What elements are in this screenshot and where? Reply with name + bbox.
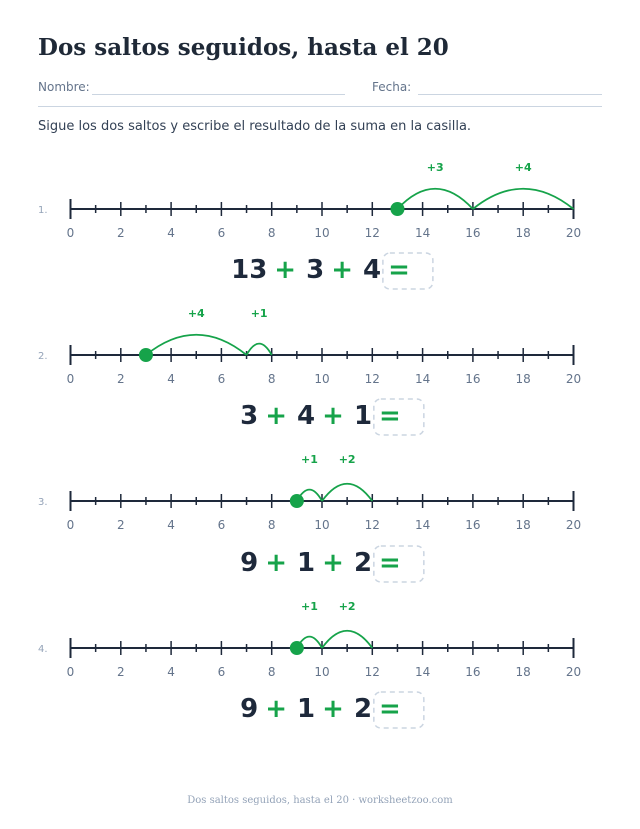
tick-label: 2 bbox=[116, 518, 125, 532]
tick-label: 16 bbox=[465, 226, 481, 240]
tick-label: 12 bbox=[364, 665, 380, 679]
tick-label: 0 bbox=[66, 372, 75, 386]
addend: 3 bbox=[240, 401, 259, 431]
tick-label: 20 bbox=[565, 372, 582, 386]
equation bbox=[240, 548, 401, 578]
exercise-number: 1. bbox=[38, 205, 48, 216]
exercise-3 bbox=[38, 453, 581, 582]
addend: 13 bbox=[231, 255, 268, 285]
jump-label: +1 bbox=[300, 453, 318, 466]
equals-sign: = bbox=[379, 548, 401, 578]
tick-label: 4 bbox=[167, 372, 175, 386]
jump-label: +1 bbox=[300, 600, 318, 613]
tick-label: 8 bbox=[267, 518, 276, 532]
addend: 2 bbox=[353, 694, 373, 724]
tick-label: 18 bbox=[515, 372, 531, 386]
plus-sign: + bbox=[274, 255, 297, 285]
tick-label: 10 bbox=[314, 665, 330, 679]
start-point bbox=[290, 641, 304, 655]
tick-label: 4 bbox=[167, 665, 175, 679]
tick-label: 6 bbox=[217, 372, 226, 386]
start-point bbox=[139, 348, 153, 362]
jump-arc bbox=[397, 189, 472, 209]
addend: 4 bbox=[297, 401, 316, 431]
tick-label: 14 bbox=[414, 226, 431, 240]
addend: 3 bbox=[306, 255, 325, 285]
tick-label: 8 bbox=[267, 665, 276, 679]
jump-label: +4 bbox=[514, 161, 532, 174]
tick-label: 2 bbox=[116, 226, 125, 240]
equation bbox=[240, 401, 401, 431]
jump-label: +3 bbox=[426, 161, 444, 174]
equals-sign: = bbox=[379, 694, 401, 724]
name-label: Nombre: bbox=[38, 80, 90, 94]
tick-label: 14 bbox=[414, 665, 431, 679]
tick-label: 12 bbox=[364, 518, 380, 532]
tick-label: 14 bbox=[414, 372, 431, 386]
exercise-4 bbox=[38, 600, 581, 728]
exercise-1 bbox=[38, 161, 581, 289]
addend: 9 bbox=[240, 548, 259, 578]
exercise-number: 2. bbox=[38, 351, 48, 362]
tick-label: 8 bbox=[267, 226, 276, 240]
tick-label: 18 bbox=[515, 518, 531, 532]
equation bbox=[240, 694, 401, 724]
footer: Dos saltos seguidos, hasta el 20 · worksheetzoo.com bbox=[187, 795, 453, 806]
plus-sign: + bbox=[265, 548, 288, 578]
addend: 1 bbox=[297, 548, 316, 578]
plus-sign: + bbox=[265, 401, 288, 431]
tick-label: 10 bbox=[314, 226, 330, 240]
tick-label: 0 bbox=[66, 518, 75, 532]
instructions: Sigue los dos saltos y escribe el resultado de la suma en la casilla. bbox=[38, 119, 472, 134]
exercise-number: 3. bbox=[38, 497, 48, 508]
plus-sign: + bbox=[322, 548, 344, 578]
exercise-number: 4. bbox=[38, 644, 48, 655]
jump-label: +2 bbox=[338, 453, 356, 466]
tick-label: 0 bbox=[66, 226, 75, 240]
tick-label: 6 bbox=[217, 226, 226, 240]
tick-label: 4 bbox=[167, 226, 175, 240]
tick-label: 12 bbox=[364, 372, 380, 386]
addend: 9 bbox=[240, 694, 259, 724]
tick-label: 20 bbox=[565, 226, 582, 240]
tick-label: 16 bbox=[465, 665, 481, 679]
tick-label: 2 bbox=[116, 665, 125, 679]
jump-label: +4 bbox=[187, 307, 205, 320]
tick-label: 6 bbox=[217, 518, 226, 532]
tick-label: 6 bbox=[217, 665, 226, 679]
start-point bbox=[290, 494, 304, 508]
tick-label: 16 bbox=[465, 372, 481, 386]
tick-label: 14 bbox=[414, 518, 431, 532]
equals-sign: = bbox=[379, 401, 401, 431]
exercise-2 bbox=[38, 307, 581, 435]
addend: 2 bbox=[353, 548, 373, 578]
start-point bbox=[390, 202, 404, 216]
jump-label: +1 bbox=[250, 307, 268, 320]
addend: 1 bbox=[297, 694, 316, 724]
page-title: Dos saltos seguidos, hasta el 20 bbox=[38, 34, 449, 61]
addend: 4 bbox=[362, 255, 382, 285]
equals-sign: = bbox=[388, 255, 410, 285]
tick-label: 4 bbox=[167, 518, 175, 532]
tick-label: 10 bbox=[314, 372, 330, 386]
plus-sign: + bbox=[322, 401, 344, 431]
jump-arc bbox=[247, 344, 272, 355]
plus-sign: + bbox=[322, 694, 344, 724]
tick-label: 2 bbox=[116, 372, 125, 386]
date-label: Fecha: bbox=[372, 80, 412, 94]
tick-label: 20 bbox=[565, 518, 582, 532]
tick-label: 16 bbox=[465, 518, 481, 532]
tick-label: 12 bbox=[364, 226, 380, 240]
addend: 1 bbox=[353, 401, 373, 431]
plus-sign: + bbox=[331, 255, 353, 285]
tick-label: 20 bbox=[565, 665, 582, 679]
tick-label: 18 bbox=[515, 665, 531, 679]
tick-label: 18 bbox=[515, 226, 531, 240]
plus-sign: + bbox=[265, 694, 288, 724]
jump-label: +2 bbox=[338, 600, 356, 613]
tick-label: 8 bbox=[267, 372, 276, 386]
tick-label: 0 bbox=[66, 665, 75, 679]
tick-label: 10 bbox=[314, 518, 330, 532]
